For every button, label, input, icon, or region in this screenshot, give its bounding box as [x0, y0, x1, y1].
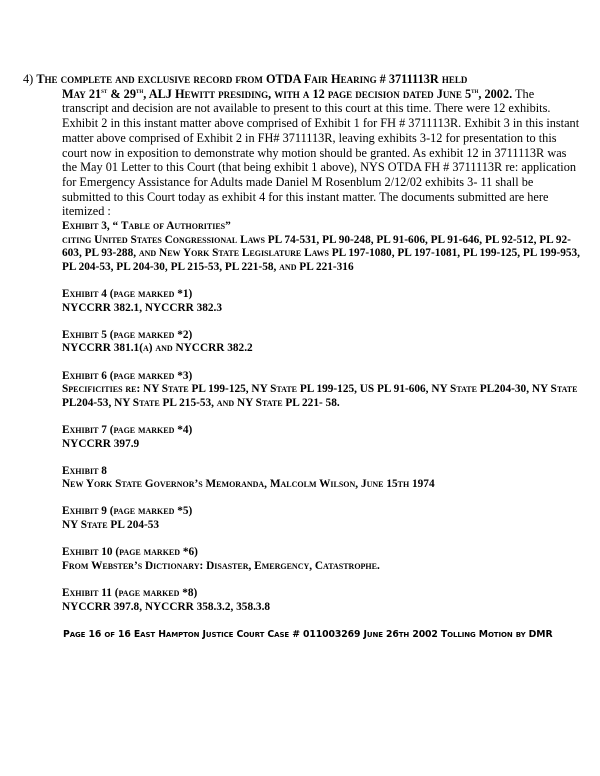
- intro-number: 4): [23, 72, 34, 86]
- exhibit-item: [62, 546, 584, 573]
- exhibit-item: [62, 424, 584, 451]
- exhibit-item: [62, 505, 584, 532]
- exhibit-detail: NY State PL 204-53: [62, 519, 160, 532]
- exhibit-detail: NYCCRR 381.1(a) and NYCCRR 382.2: [62, 342, 253, 355]
- intro-paragraph: The transcript and decision are not available to present to this court at this time. There were 12 exhibits. Exhibit 2 in this instant matter above comprised of Exhibit 1 for FH # 3711113R. Exhibit 3 in this instant matter above comprised of Exhibit 2 in FH# 3711113R, leaving exhibits 3-12 for presentation to this court now in exposition to demonstrate why motion should be granted. As exhibit 12 in 3711113R was the May 01 Letter to this Court (that being exhibit 1 above), NYS OTDA FH # 3711113R re: application for Emergency Assistance for Adults made Daniel M Rosenblum 2/12/02 exhibits 3- 11 shall be submitted to this Court today as exhibit 4 for this instant matter. The documents submitted are here itemized :: [62, 86, 580, 219]
- exhibit-detail: NYCCRR 397.8, NYCCRR 358.3.2, 358.3.8: [62, 600, 271, 613]
- hearing-date-2-sup: th: [135, 85, 144, 95]
- exhibit-detail: citing United States Congressional Laws PL 74-531, PL 90-248, PL 91-606, PL 91-646, PL 92-512, PL 92-603, PL 93-288, and New York State Legislature Laws PL 197-1080, PL 197-1081, PL 199-125, PL 199-953, PL 204-53, PL 204-30, PL 215-53, PL 221-58, and PL 221-316: [62, 233, 580, 273]
- intro-section: [23, 72, 583, 219]
- exhibit-title: Exhibit 11 (page marked *8): [62, 587, 198, 600]
- exhibit-title: Exhibit 5 (page marked *2): [62, 328, 193, 341]
- exhibit-detail: Specificities re: NY State PL 199-125, NY State PL 199-125, US PL 91-606, NY State PL204-30, NY State PL204-53, NY State PL 215-53, and NY State PL 221- 58.: [62, 383, 578, 409]
- exhibit-title: Exhibit 6 (page marked *3): [62, 369, 193, 382]
- exhibit-title: Exhibit 10 (page marked *6): [62, 546, 198, 559]
- exhibit-title: Exhibit 8: [62, 464, 107, 477]
- intro-body: [62, 87, 583, 219]
- hearing-date-2: & 29: [110, 86, 136, 101]
- exhibit-item: [62, 220, 584, 274]
- intro-heading-text: The complete and exclusive record from OTDA Fair Hearing # 3711113R held: [36, 72, 468, 86]
- exhibit-list: [62, 220, 584, 628]
- exhibit-detail: From Webster’s Dictionary: Disaster, Emergency, Catastrophe.: [62, 559, 380, 572]
- decision-date-sup: th: [471, 85, 479, 95]
- exhibit-title: Exhibit 7 (page marked *4): [62, 423, 193, 436]
- exhibit-item: [62, 465, 584, 492]
- intro-heading: [23, 72, 583, 87]
- exhibit-item: [62, 288, 584, 315]
- exhibit-title: Exhibit 4 (page marked *1): [62, 287, 193, 300]
- exhibit-item: [62, 587, 584, 614]
- hearing-date-1: May 21: [62, 86, 102, 101]
- exhibit-title: Exhibit 9 (page marked *5): [62, 505, 193, 518]
- exhibit-detail: NYCCRR 397.9: [62, 437, 140, 450]
- hearing-date-1-sup: st: [101, 85, 108, 95]
- page-footer: Page 16 of 16 East Hampton Justice Court Case # 011003269 June 26th 2002 Tolling Motion by DMR: [63, 629, 553, 640]
- exhibit-detail: New York State Governor’s Memoranda, Malcolm Wilson, June 15th 1974: [62, 478, 435, 491]
- exhibit-detail: NYCCRR 382.1, NYCCRR 382.3: [62, 301, 223, 314]
- decision-year: , 2002.: [478, 86, 513, 101]
- exhibit-item: [62, 329, 584, 356]
- exhibit-item: [62, 370, 584, 411]
- exhibit-title: Exhibit 3, “ Table of Authorities”: [62, 220, 231, 232]
- alj-text: , ALJ Hewitt presiding, with a 12 page decision dated June 5: [143, 86, 472, 101]
